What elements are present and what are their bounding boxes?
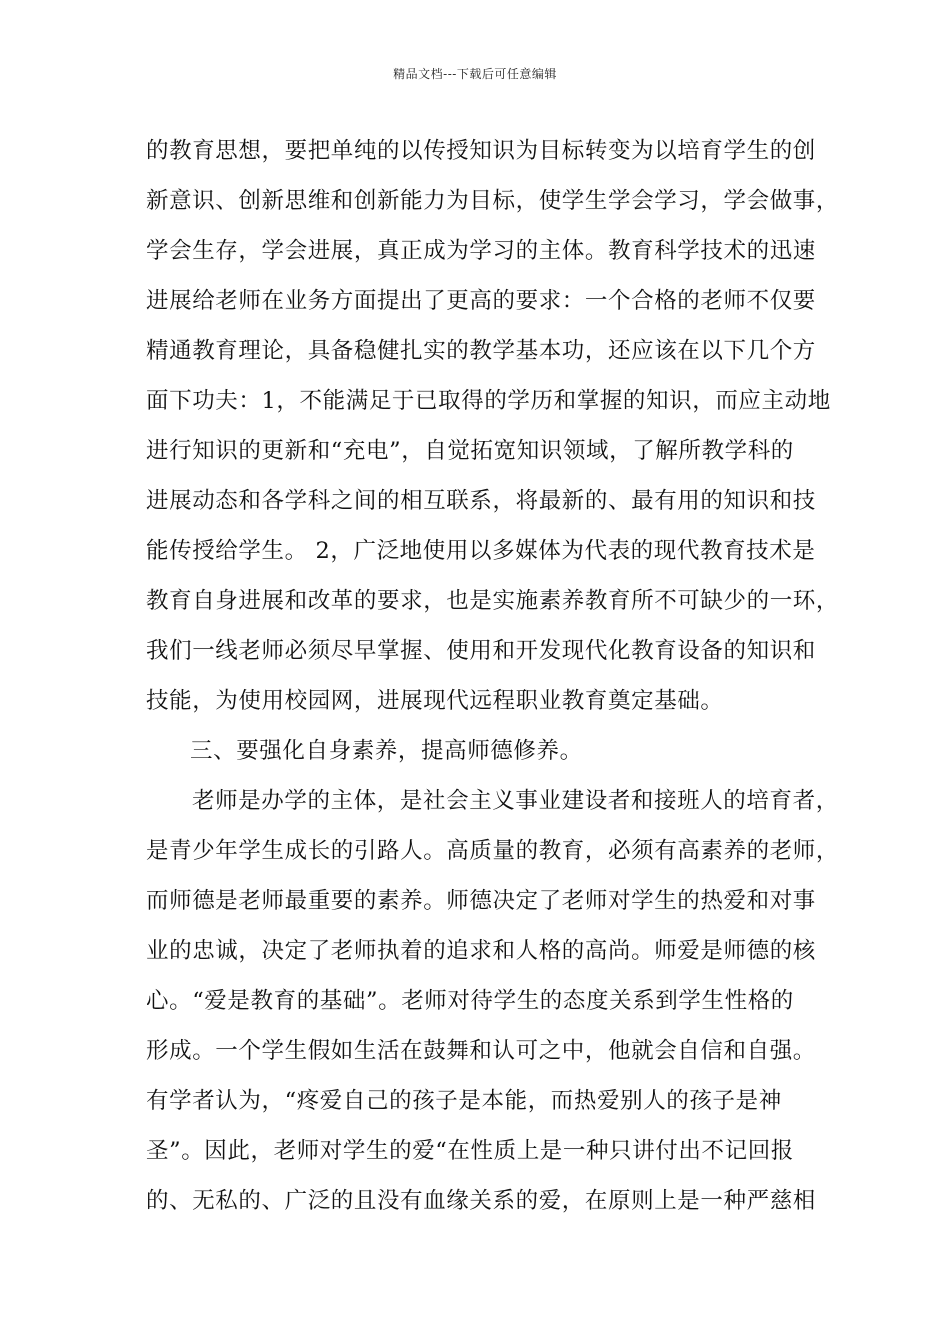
text-line: 面下功夫：1，不能满足于已取得的学历和掌握的知识，而应主动地 [146, 388, 831, 414]
text-line: 进行知识的更新和“充电”，自觉拓宽知识领域，了解所教学科的 [146, 438, 794, 464]
text-line: 而师德是老师最重要的素养。师德决定了老师对学生的热爱和对事 [146, 888, 816, 914]
text-line: 技能，为使用校园网，进展现代远程职业教育奠定基础。 [146, 688, 724, 714]
text-line: 的、无私的、广泛的且没有血缘关系的爱，在原则上是一种严慈相 [146, 1188, 816, 1214]
text-line: 心。“爱是教育的基础”。老师对待学生的态度关系到学生性格的 [146, 988, 794, 1014]
section-heading: 三、要强化自身素养，提高师德修养。 [190, 738, 583, 764]
text-line: 教育自身进展和改革的要求，也是实施素养教育所不可缺少的一环， [146, 588, 840, 614]
text-line: 业的忠诚，决定了老师执着的追求和人格的高尚。师爱是师德的核 [146, 938, 816, 964]
text-line: 是青少年学生成长的引路人。高质量的教育，必须有高素养的老师， [146, 838, 840, 864]
text-line: 学会生存，学会进展，真正成为学习的主体。教育科学技术的迅速 [146, 238, 816, 264]
text-line: 圣”。因此，老师对学生的爱“在性质上是一种只讲付出不记回报 [146, 1138, 794, 1164]
text-line: 进展动态和各学科之间的相互联系，将最新的、最有用的知识和技 [146, 488, 816, 514]
text-line: 精通教育理论，具备稳健扎实的教学基本功，还应该在以下几个方 [146, 338, 816, 364]
text-line: 我们一线老师必须尽早掌握、使用和开发现代化教育设备的知识和 [146, 638, 816, 664]
text-line: 有学者认为，“疼爱自己的孩子是本能，而热爱别人的孩子是神 [146, 1088, 782, 1114]
text-line: 能传授给学生。 2，广泛地使用以多媒体为代表的现代教育技术是 [146, 538, 816, 564]
page-header: 精品文档---下载后可任意编辑 [393, 67, 557, 81]
text-line: 形成。一个学生假如生活在鼓舞和认可之中，他就会自信和自强。 [146, 1038, 816, 1064]
text-line: 进展给老师在业务方面提出了更高的要求：一个合格的老师不仅要 [146, 288, 816, 314]
text-line: 新意识、创新思维和创新能力为目标，使学生学会学习，学会做事， [146, 188, 840, 214]
text-line: 老师是办学的主体，是社会主义事业建设者和接班人的培育者， [192, 788, 839, 814]
text-line: 的教育思想，要把单纯的以传授知识为目标转变为以培育学生的创 [146, 138, 816, 164]
